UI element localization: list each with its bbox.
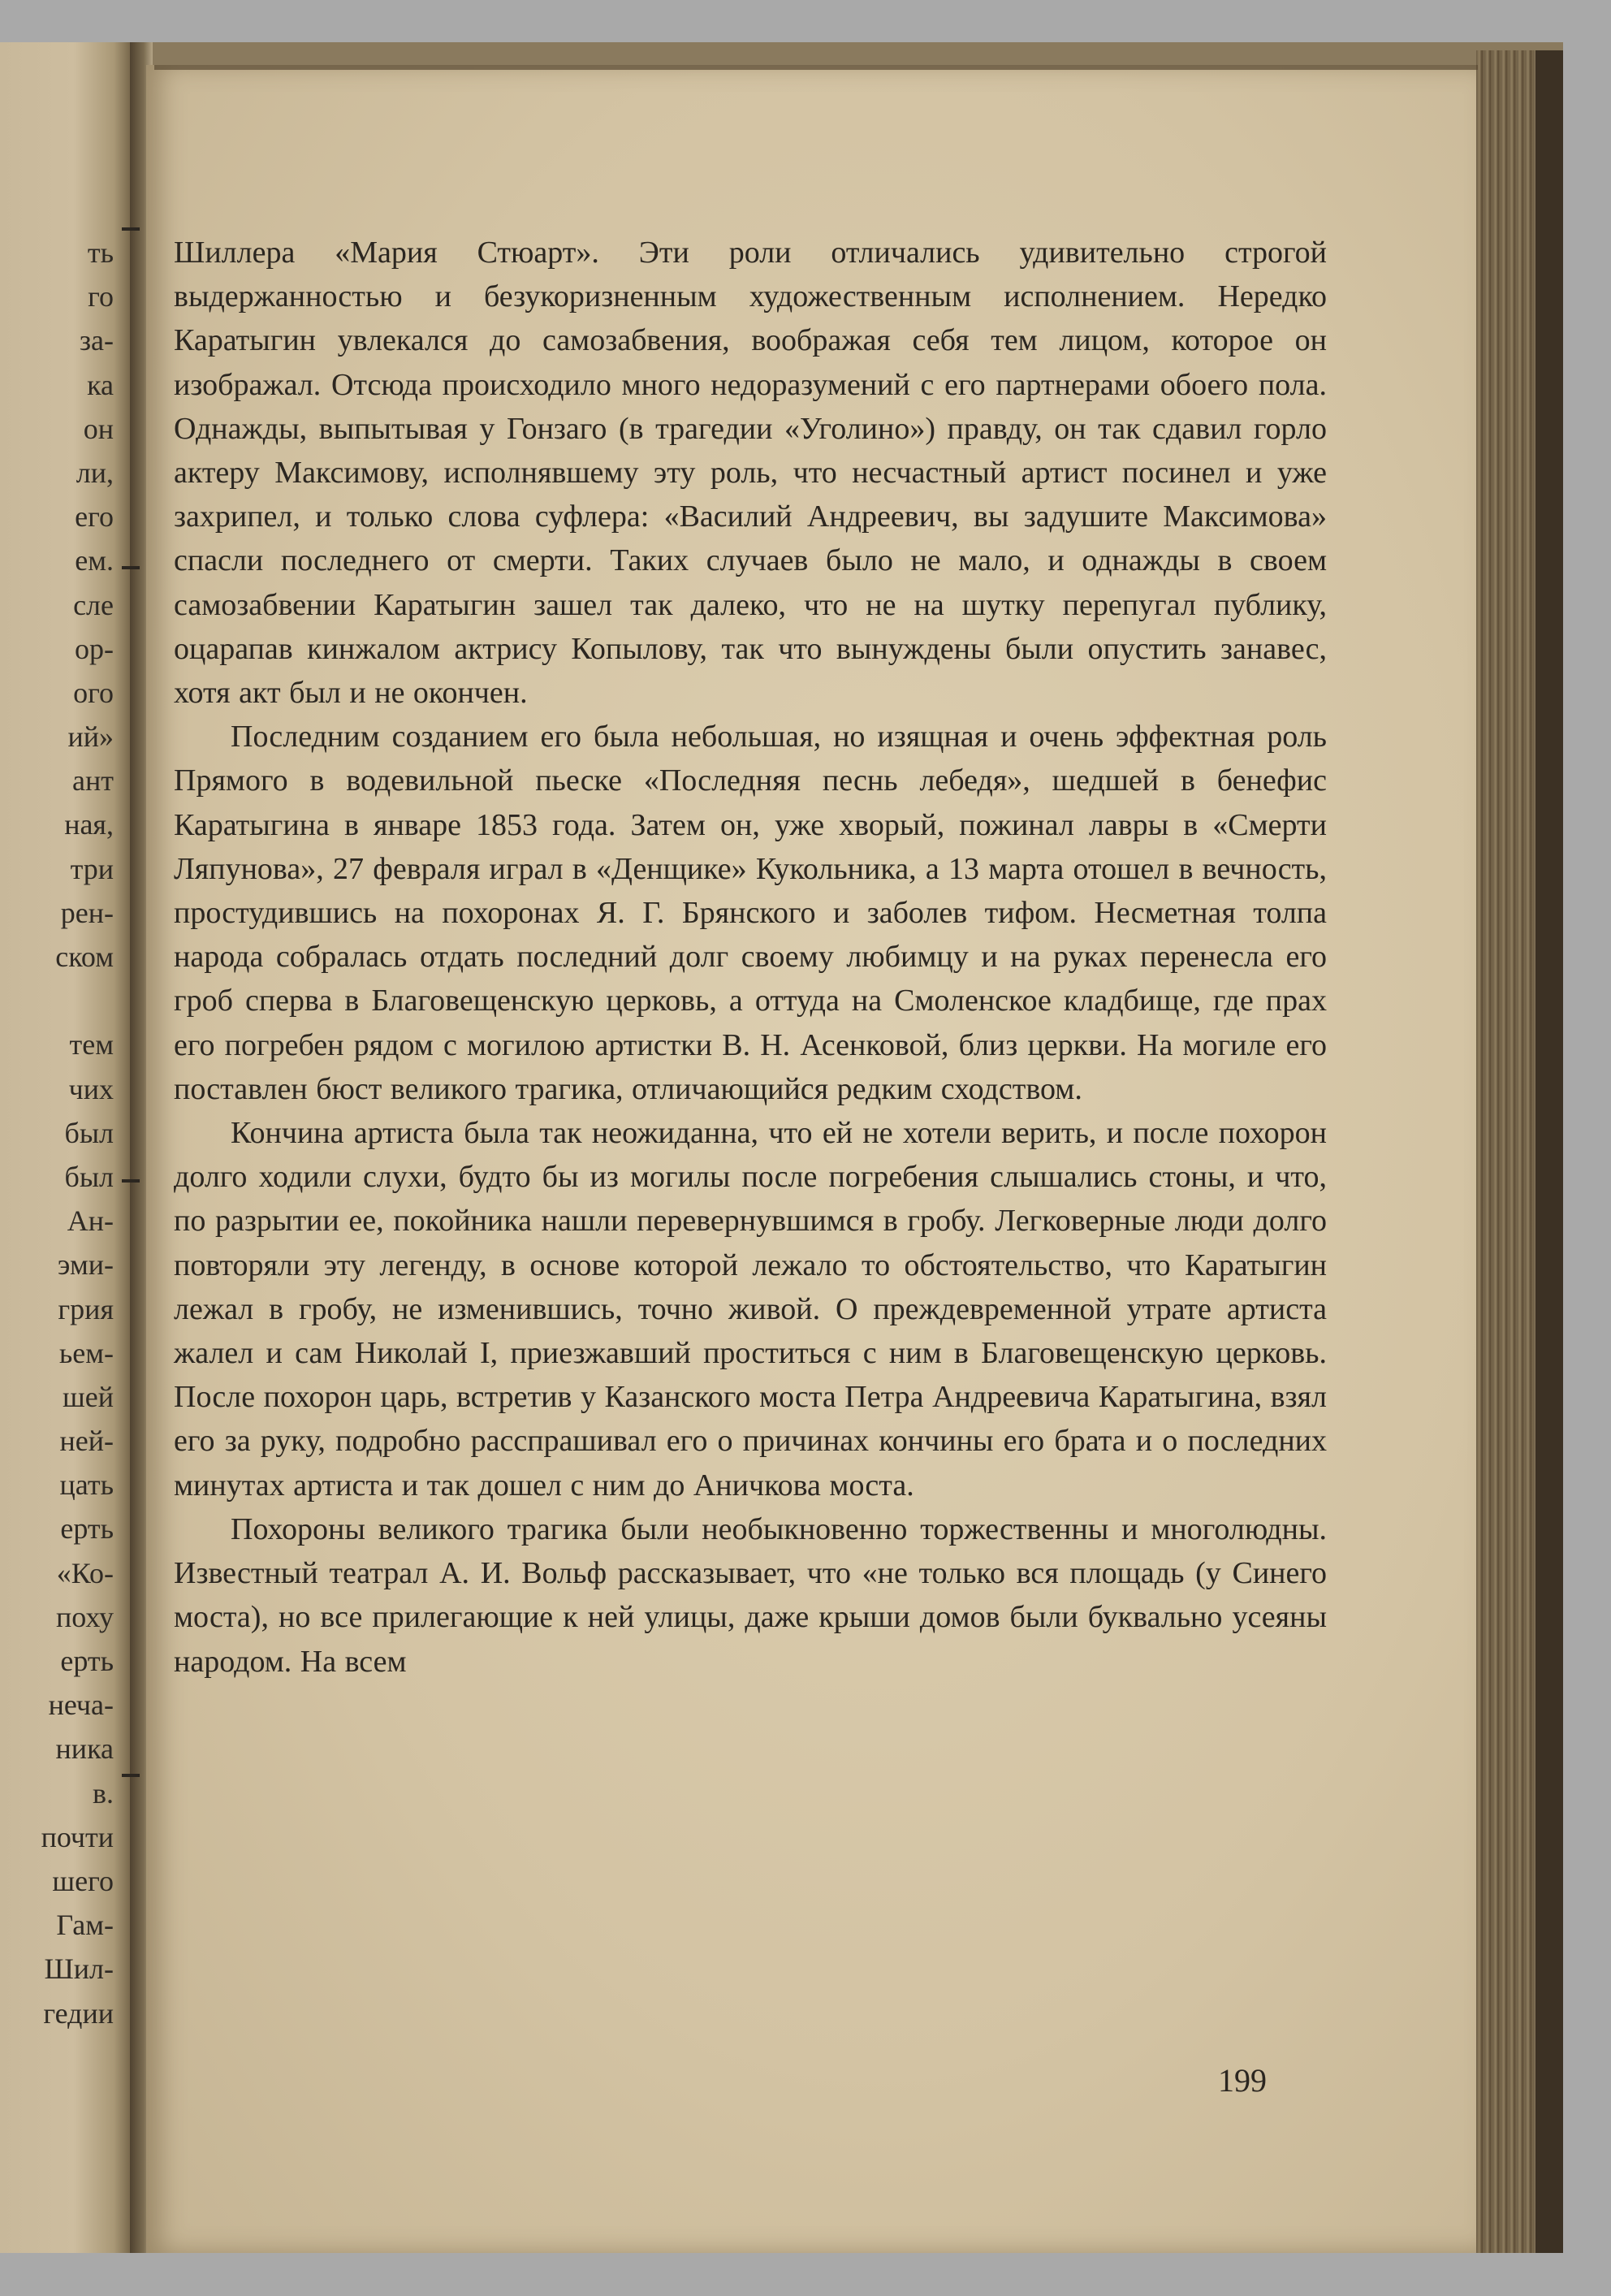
left-page-fragment: неча- [48, 1688, 114, 1722]
top-rule [154, 65, 1478, 70]
left-page-fragment: грия [58, 1292, 114, 1325]
margin-mark [122, 1774, 140, 1777]
left-page-fragment: он [83, 412, 114, 445]
left-page-fragment: почти [41, 1820, 114, 1853]
left-page-fragment: ор- [75, 632, 114, 665]
left-page-fragment: рен- [60, 896, 114, 929]
left-page-fragment: его [75, 500, 114, 534]
left-page-fragment: эми- [57, 1248, 114, 1282]
left-page [0, 42, 134, 2253]
left-page-fragment: цать [59, 1468, 114, 1502]
left-page-fragment: поху [56, 1600, 114, 1633]
left-page-fragment: гедии [43, 1996, 114, 2030]
left-page-fragment: Гам- [56, 1909, 114, 1942]
left-page-fragment: в. [93, 1776, 114, 1810]
left-page-fragment: ли, [76, 456, 114, 489]
left-page-fragment: шего [52, 1864, 114, 1897]
left-page-fragment [0, 979, 114, 1023]
left-page-text-fragments [0, 231, 114, 2035]
left-page-fragment: сле [73, 588, 114, 621]
left-page-fragment: ого [73, 676, 114, 709]
left-page-fragment: шей [63, 1380, 114, 1413]
left-page-fragment: три [70, 852, 114, 885]
paragraph: Похороны великого трагика были необыкновенно торжественны и многолюдны. Известный театрал А. И. Вольф рассказывает, что «не только вся площадь (у Синего моста), но все прилегающие к ней улицы, даже крыши домов были буквально усеяны народом. На всем [174, 1511, 1327, 1679]
left-page-fragment: ант [72, 764, 114, 798]
left-page-fragment: ем. [75, 544, 114, 577]
margin-mark [122, 227, 140, 231]
left-page-fragment: тем [69, 1028, 114, 1062]
paragraph: Последним созданием его была небольшая, но изящная и очень эффектная роль Прямого в водевильной пьеске «Последняя песнь лебедя», шедшей в бенефис Каратыгина в январе 1853 года. Затем он, уже хворый, пожинал лавры в «Смерти Ляпунова», 27 февраля играл в «Денщике» Кукольника, а 13 марта отошел в вечность, простудившись на похоронах Я. Г. Брянского и заболев тифом. Несметная толпа народа собралась отдать последний долг своему любимцу и на руках перенесла его гроб сперва в Благовещенскую церковь, а оттуда на Смоленское кладбище, где прах его погребен рядом с могилою артистки В. Н. Асенковой, близ церкви. На могиле его поставлен бюст великого трагика, отличающийся редким сходством. [174, 720, 1327, 1106]
margin-mark [122, 566, 140, 569]
page-text [174, 231, 1327, 1684]
left-page-fragment: ерть [60, 1645, 114, 1677]
left-page-fragment: ка [87, 368, 114, 401]
left-page-fragment: ная, [64, 808, 114, 841]
left-page-fragment: ском [55, 940, 114, 973]
left-page-fragment: за- [79, 324, 114, 357]
left-page-fragment: чих [68, 1072, 114, 1105]
left-page-fragment: Ан- [67, 1204, 114, 1238]
left-page-fragment: «Ко- [56, 1556, 114, 1589]
left-page-fragment: ть [87, 236, 114, 269]
left-page-fragment: Шил- [44, 1952, 114, 1986]
left-page-fragment: ьем- [58, 1336, 114, 1369]
left-page-fragment: го [88, 280, 114, 313]
left-page-fragment: ней- [59, 1425, 114, 1458]
page-edge [1476, 50, 1563, 2253]
left-page-fragment: был [64, 1160, 114, 1193]
left-page-fragment: ерть [60, 1512, 114, 1546]
page-number: 199 [1218, 2062, 1267, 2099]
left-page-fragment: был [64, 1116, 114, 1149]
paragraph: Шиллера «Мария Стюарт». Эти роли отличались удивительно строгой выдержанностью и безукоризненным художественным исполнением. Нередко Каратыгин увлекался до самозабвения, воображая себя тем лицом, которое он изображал. Отсюда происходило много недоразумений с его партнерами обоего пола. Однажды, выпытывая у Гонзаго (в трагедии «Уголино») правду, он так сдавил горло актеру Максимову, исполнявшему эту роль, что несчастный артист посинел и уже захрипел, и только слова суфлера: «Василий Андреевич, вы задушите Максимова» спасли последнего от смерти. Таких случаев было не мало, и однажды в своем самозабвении Каратыгин зашел так далеко, что не на шутку перепугал публику, оцарапав кинжалом актрису Копылову, так что вынуждены были опустить занавес, хотя акт был и не окончен. [174, 236, 1327, 711]
book-scan [0, 42, 1563, 2253]
left-page-fragment: ий» [67, 720, 114, 754]
paragraph: Кончина артиста была так неожиданна, что ей не хотели верить, и после похорон долго ходили слухи, будто бы из могилы после погребения слышались стоны, и что, по разрытии ее, покойника нашли перевернувшимся в гробу. Легковерные люди долго повторяли эту легенду, в основе которой лежало то обстоятельство, что Каратыгин лежал в гробу, не изменившись, точно живой. О преждевременной утрате артиста жалел и сам Николай I, приезжавший проститься с ним в Благовещенскую церковь. После похорон царь, встретив у Казанского моста Петра Андреевича Каратыгина, взял его за руку, подробно расспрашивал его о причинах кончины его брата и о последних минутах артиста и так дошел с ним до Аничкова моста. [174, 1116, 1327, 1503]
margin-mark [122, 1179, 140, 1183]
left-page-fragment: ника [55, 1732, 114, 1766]
